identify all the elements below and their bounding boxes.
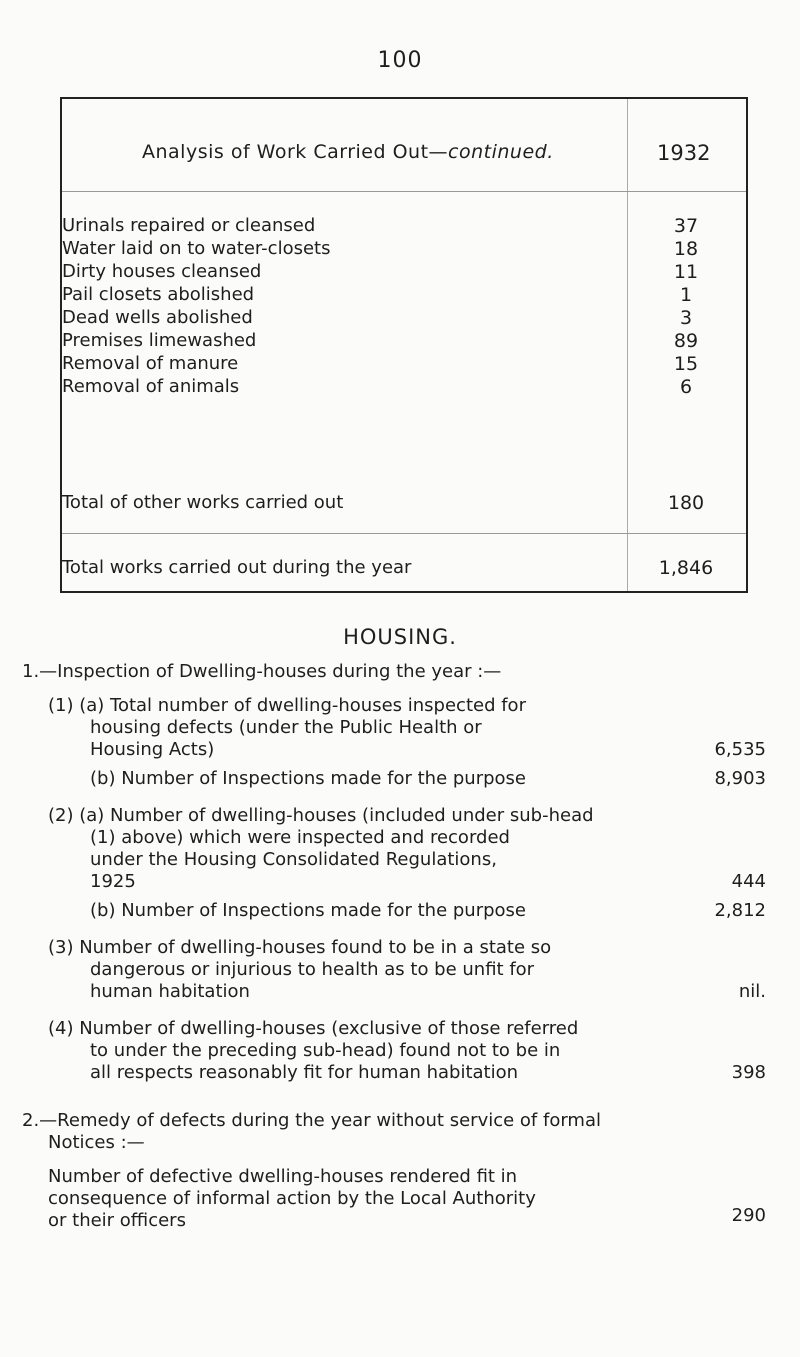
- table-row: Water laid on to water-closets 18: [62, 238, 699, 260]
- item-3-line2: dangerous or injurious to health as to be unfit for: [90, 959, 535, 980]
- table-year-header: 1932: [657, 141, 711, 165]
- item-2a-line4: 1925: [90, 871, 136, 892]
- item-1b: (b) Number of Inspections made for the purpose: [90, 768, 527, 789]
- housing-heading: HOUSING.: [343, 625, 457, 649]
- item-2a-line3: under the Housing Consolidated Regulations,: [90, 849, 497, 870]
- item-3-line1: (3) Number of dwelling-houses found to be in a state so: [48, 937, 552, 958]
- item-1a-line1: (1) (a) Total number of dwelling-houses inspected for: [48, 695, 526, 716]
- item-2a-line1: (2) (a) Number of dwelling-houses (included under sub-head: [48, 805, 594, 826]
- table-row: Urinals repaired or cleansed 37: [62, 215, 699, 237]
- section-2-value: 290: [731, 1205, 766, 1226]
- item-2b: (b) Number of Inspections made for the purpose: [90, 900, 527, 921]
- table-row: Removal of manure 15: [62, 353, 699, 375]
- item-4-line1: (4) Number of dwelling-houses (exclusive of those referred: [48, 1018, 579, 1039]
- section-2-para-line1: Number of defective dwelling-houses rendered fit in: [48, 1166, 518, 1187]
- item-2a-line2: (1) above) which were inspected and recorded: [90, 827, 510, 848]
- item-4-value: 398: [731, 1062, 766, 1083]
- header-rule: [62, 191, 746, 192]
- section-2-para-line2: consequence of informal action by the Local Authority: [48, 1188, 536, 1209]
- section-1-title: 1.—Inspection of Dwelling-houses during the year :—: [22, 661, 502, 682]
- section-2-para-line3: or their officers: [48, 1210, 186, 1231]
- table-row: Removal of animals 6: [62, 376, 693, 398]
- table-row: Dirty houses cleansed 11: [62, 261, 699, 283]
- item-2b-value: 2,812: [714, 900, 766, 921]
- table-row: Pail closets abolished 1: [62, 284, 693, 306]
- item-4-line2: to under the preceding sub-head) found not to be in: [90, 1040, 561, 1061]
- item-1a-line3: Housing Acts): [90, 739, 215, 760]
- table-row: Dead wells abolished 3: [62, 307, 693, 329]
- item-1b-value: 8,903: [714, 768, 766, 789]
- section-2-line2: Notices :—: [48, 1132, 145, 1153]
- total-year-row: Total works carried out during the year 1,846: [62, 557, 714, 579]
- section-2-line1: 2.—Remedy of defects during the year without service of formal: [22, 1110, 601, 1131]
- item-3-value: nil.: [738, 981, 766, 1002]
- item-4-line3: all respects reasonably fit for human habitation: [90, 1062, 519, 1083]
- item-1a-line2: housing defects (under the Public Health or: [90, 717, 482, 738]
- total-other-row: Total of other works carried out 180: [62, 492, 705, 514]
- page-number: 100: [377, 48, 423, 73]
- table-title: Analysis of Work Carried Out—continued.: [142, 141, 554, 163]
- work-analysis-table: [60, 97, 748, 593]
- item-3-line3: human habitation: [90, 981, 250, 1002]
- table-row: Premises limewashed 89: [62, 330, 699, 352]
- item-2a-value: 444: [731, 871, 766, 892]
- total-rule: [62, 533, 746, 534]
- item-1a-value: 6,535: [714, 739, 766, 760]
